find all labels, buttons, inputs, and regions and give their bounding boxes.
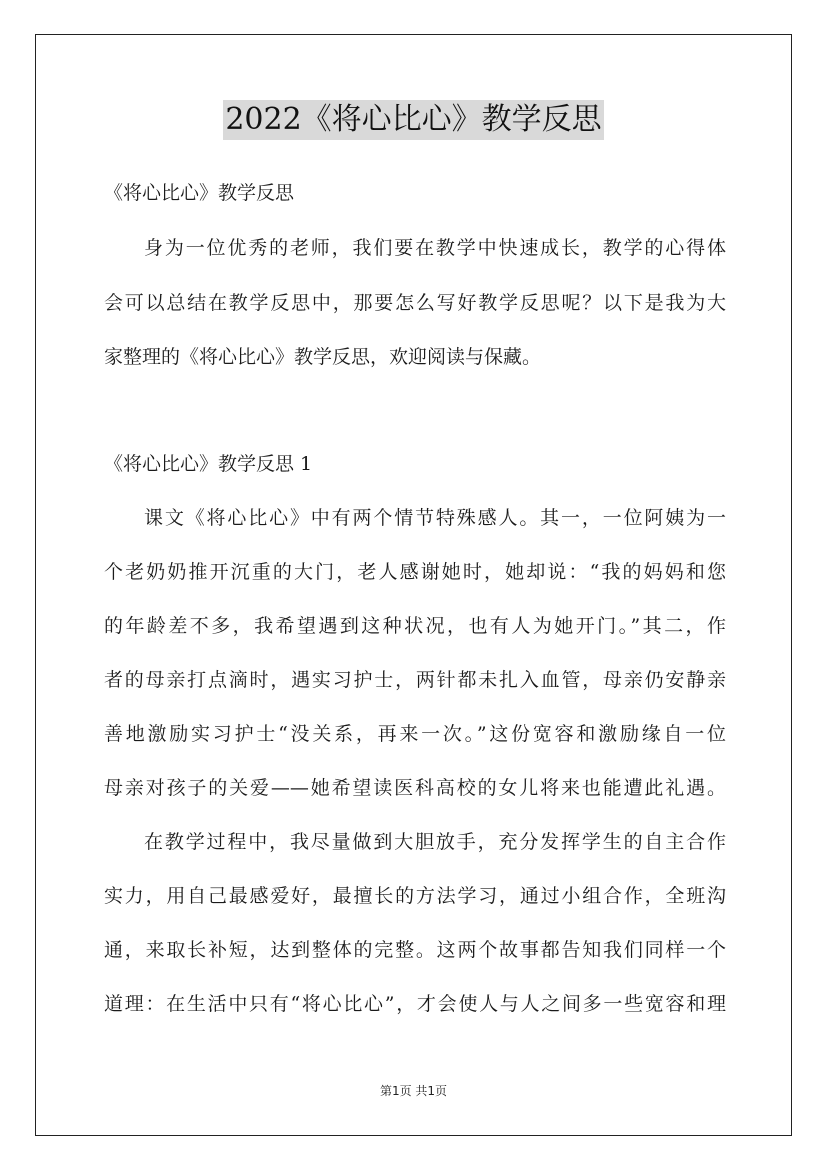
intro-line: 身为一位优秀的老师，我们要在教学中快速成长，教学的心得体 xyxy=(144,237,726,259)
body-line: 者的母亲打点滴时，遇实习护士，两针都未扎入血管，母亲仍安静亲 xyxy=(104,669,726,691)
title-container xyxy=(0,100,827,140)
document-subtitle: 《将心比心》教学反思 xyxy=(104,182,295,204)
body-line: 在教学过程中，我尽量做到大胆放手，充分发挥学生的自主合作 xyxy=(144,831,726,853)
section-heading: 《将心比心》教学反思 1 xyxy=(104,453,313,475)
body-line: 道理：在生活中只有“将心比心”，才会使人与人之间多一些宽容和理 xyxy=(104,993,726,1015)
document-title: 2022《将心比心》教学反思 xyxy=(223,100,603,140)
body-line: 通，来取长补短，达到整体的完整。这两个故事都告知我们同样一个 xyxy=(104,939,726,961)
body-line: 个老奶奶推开沉重的大门，老人感谢她时，她却说：“我的妈妈和您 xyxy=(104,561,726,583)
body-line: 课文《将心比心》中有两个情节特殊感人。其一，一位阿姨为一 xyxy=(144,507,726,529)
body-line: 母亲对孩子的关爱——她希望读医科高校的女儿将来也能遭此礼遇。 xyxy=(104,777,726,799)
body-line: 实力，用自己最感爱好，最擅长的方法学习，通过小组合作，全班沟 xyxy=(104,885,726,907)
body-line: 善地激励实习护士“没关系，再来一次。”这份宽容和激励缘自一位 xyxy=(104,723,726,745)
intro-line: 会可以总结在教学反思中，那要怎么写好教学反思呢？以下是我为大 xyxy=(104,292,726,314)
body-line: 的年龄差不多，我希望遇到这种状况，也有人为她开门。”其二，作 xyxy=(104,615,726,637)
intro-line: 家整理的《将心比心》教学反思，欢迎阅读与保藏。 xyxy=(104,346,542,368)
page-footer: 第1页 共1页 xyxy=(379,1084,448,1098)
